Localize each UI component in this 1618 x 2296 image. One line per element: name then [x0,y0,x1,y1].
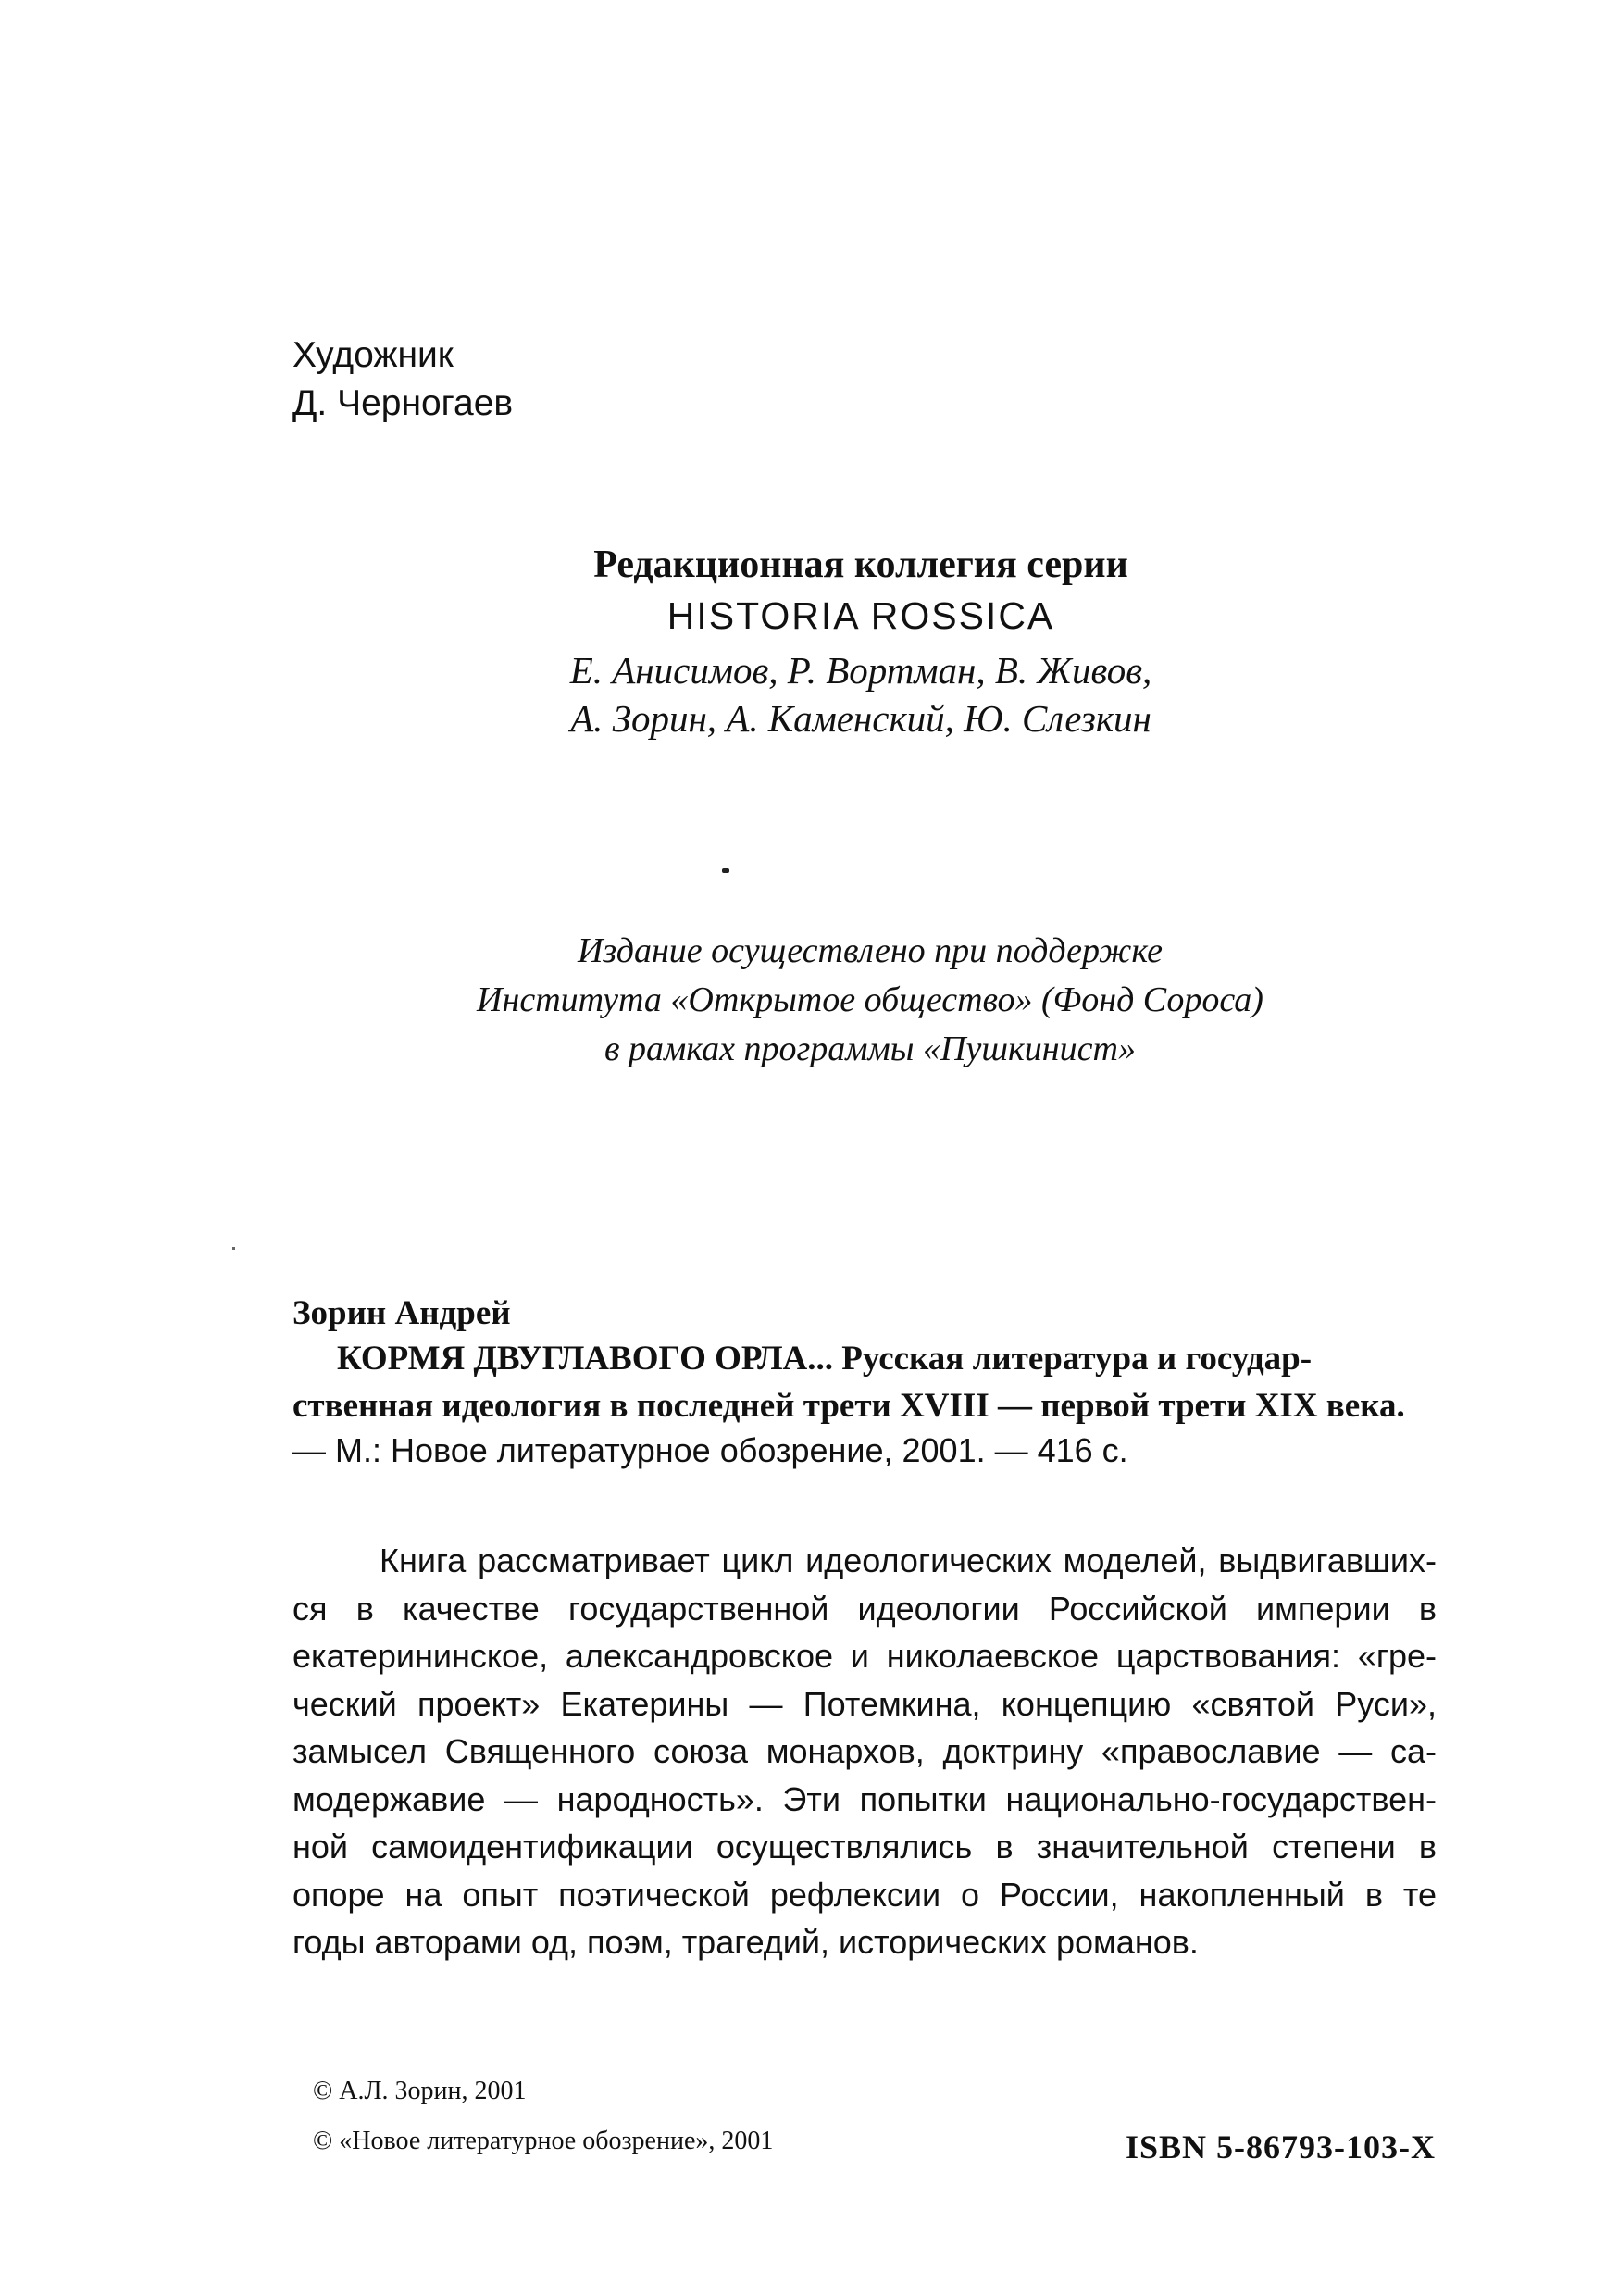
annotation-line: модержавие — народность». Эти попытки национально-государствен- [292,1779,1437,1818]
support-note-line-2: Института «Открытое общество» (Фонд Сороса) [477,980,1263,1019]
decorative-dot [722,868,729,873]
annotation-line: Книга рассматривает цикл идеологических моделей, выдвигавших- [380,1541,1437,1579]
artist-name: Д. Черногаев [292,383,514,423]
editorial-board-title: Редакционная коллегия серии [593,543,1128,586]
imprint: — М.: Новое литературное обозрение, 2001. — 416 с. [292,1431,1128,1469]
support-note-line-1: Издание осуществлено при поддержке [577,931,1164,970]
annotation-line: ной самоидентификации осуществлялись в значительной степени в [292,1828,1437,1866]
annotation-line: годы авторами од, поэм, трагедий, исторических романов. [292,1923,1199,1961]
editorial-board-members-line-1: Е. Анисимов, Р. Вортман, В. Живов, [569,649,1152,692]
book-title-line-1: КОРМЯ ДВУГЛАВОГО ОРЛА... Русская литература и государ- [337,1340,1313,1378]
annotation-line: опоре на опыт поэтической рефлексии о России, накопленный в те [292,1875,1437,1914]
artist-role: Художник [292,335,454,375]
scan-speck [232,1247,235,1250]
annotation [292,1537,1437,1966]
author-name: Зорин Андрей [292,1294,511,1332]
series-name: HISTORIA ROSSICA [666,594,1055,637]
copyright-publisher: © «Новое литературное обозрение», 2001 [313,2127,774,2155]
book-title-line-2: ственная идеология в последней трети XVIII — первой трети XIX века. [292,1387,1405,1425]
annotation-line: замысел Священного союза монархов, доктрину «православие — са- [292,1732,1437,1770]
support-note-line-3: в рамках программы «Пушкинист» [604,1029,1136,1068]
copyright-author: © А.Л. Зорин, 2001 [313,2077,527,2105]
isbn: ISBN 5-86793-103-X [1126,2128,1437,2165]
annotation-line: екатерининское, александровское и николаевское царствования: «гре- [292,1637,1437,1675]
annotation-line: ся в качестве государственной идеологии Российской империи в [292,1589,1437,1628]
annotation-line: ческий проект» Екатерины — Потемкина, концепцию «святой Руси», [292,1684,1437,1723]
editorial-board-members-line-2: А. Зорин, А. Каменский, Ю. Слезкин [570,697,1151,740]
